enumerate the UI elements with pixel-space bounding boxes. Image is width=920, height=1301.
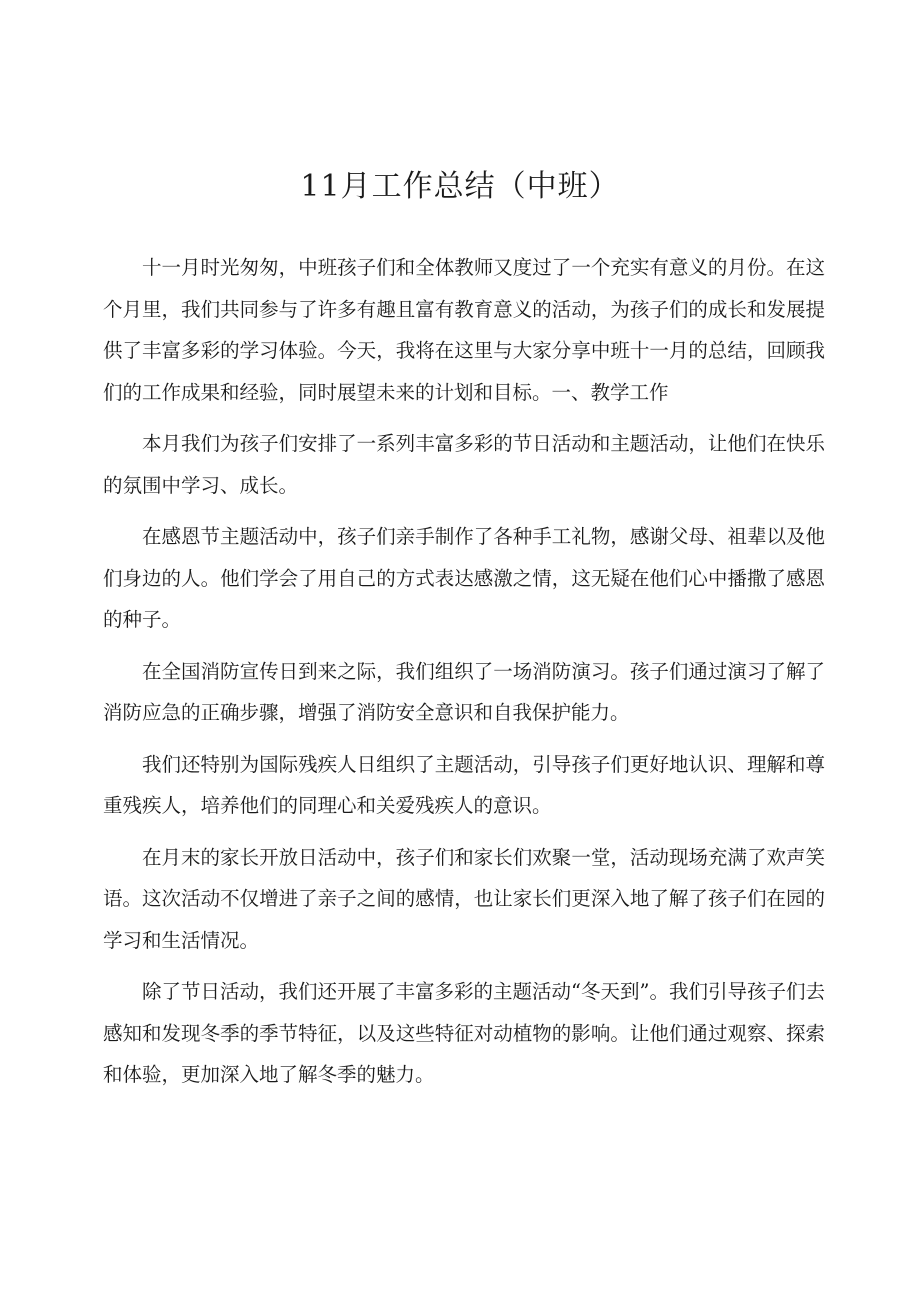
paragraph-thanksgiving: 在感恩节主题活动中，孩子们亲手制作了各种手工礼物，感谢父母、祖辈以及他们身边的人。他们学会了用自己的方式表达感激之情，这无疑在他们心中播撒了感恩的种子。 <box>103 525 825 631</box>
paragraph-activities-overview: 本月我们为孩子们安排了一系列丰富多彩的节日活动和主题活动，让他们在快乐的氛围中学习、成长。 <box>103 432 825 497</box>
paragraph-winter-theme: 除了节日活动，我们还开展了丰富多彩的主题活动“冬天到”。我们引导孩子们去感知和发现冬季的季节特征，以及这些特征对动植物的影响。让他们通过观察、探索和体验，更加深入地了解冬季的魅力。 <box>103 980 825 1086</box>
paragraph-disability-day: 我们还特别为国际残疾人日组织了主题活动，引导孩子们更好地认识、理解和尊重残疾人，培养他们的同理心和关爱残疾人的意识。 <box>103 752 825 817</box>
paragraph-fire-drill: 在全国消防宣传日到来之际，我们组织了一场消防演习。孩子们通过演习了解了消防应急的正确步骤，增强了消防安全意识和自我保护能力。 <box>103 659 825 724</box>
document-title: 11月工作总结（中班） <box>300 169 620 204</box>
paragraph-intro: 十一月时光匆匆，中班孩子们和全体教师又度过了一个充实有意义的月份。在这个月里，我们共同参与了许多有趣且富有教育意义的活动，为孩子们的成长和发展提供了丰富多彩的学习体验。今天，我将在这里与大家分享中班十一月的总结，回顾我们的工作成果和经验，同时展望未来的计划和目标。一、教学工作 <box>103 256 825 404</box>
paragraph-parents-open-day: 在月末的家长开放日活动中，孩子们和家长们欢聚一堂，活动现场充满了欢声笑语。这次活动不仅增进了亲子之间的感情，也让家长们更深入地了解了孩子们在园的学习和生活情况。 <box>103 845 825 952</box>
document-body <box>103 247 825 1096</box>
